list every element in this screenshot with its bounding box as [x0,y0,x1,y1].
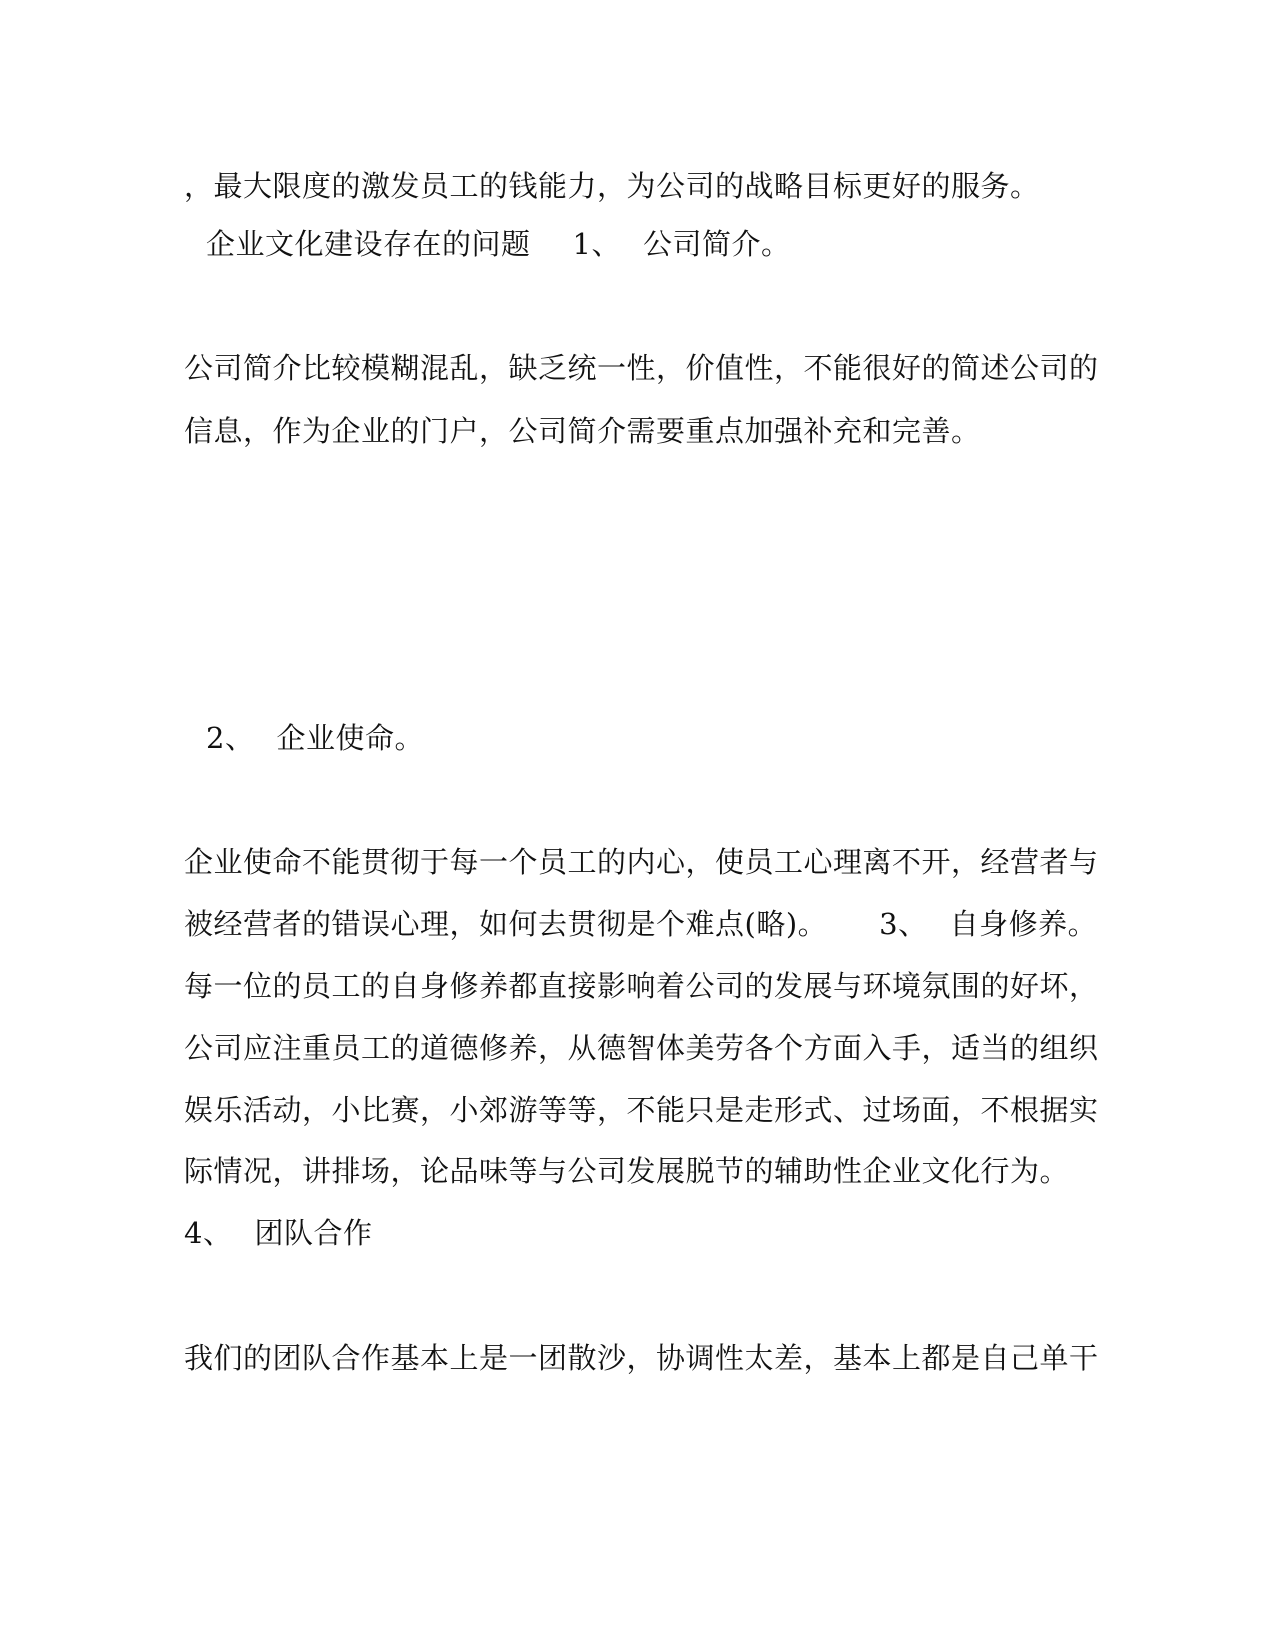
paragraph-text: 公司应注重员工的道德修养，从德智体美劳各个方面入手，适当的组织 [184,1031,1099,1065]
text-line-7 [184,906,1097,942]
text-line-8 [184,968,1099,1004]
list-item-title: 公司简介。 [642,227,791,261]
paragraph-text: 每一位的员工的自身修养都直接影响着公司的发展与环境氛围的好坏， [184,969,1099,1003]
text-line-6 [184,844,1099,880]
text-line-11 [184,1153,1069,1189]
paragraph-text: 企业使命不能贯彻于每一个员工的内心，使员工心理离不开，经营者与 [184,845,1099,879]
text-line-13 [184,1340,1099,1376]
list-item-title: 企业使命。 [276,721,424,755]
paragraph-text: 信息，作为企业的门户，公司简介需要重点加强补充和完善。 [184,414,981,448]
paragraph-text: 公司简介比较模糊混乱，缺乏统一性，价值性，不能很好的简述公司的 [184,351,1099,385]
text-line-10 [184,1092,1099,1128]
text-line-1 [184,168,1040,204]
paragraph-text: 际情况，讲排场，论品味等与公司发展脱节的辅助性企业文化行为。 [184,1154,1070,1188]
list-item-title: 自身修养。 [949,907,1098,941]
paragraph-text: 被经营者的错误心理，如何去贯彻是个难点(略)。 [184,907,828,941]
paragraph-text: 我们的团队合作基本上是一团散沙，协调性太差，基本上都是自己单干 [184,1341,1099,1375]
paragraph-text: ，最大限度的激发员工的钱能力，为公司的战略目标更好的服务。 [184,169,1040,203]
list-item-title: 团队合作 [254,1216,373,1250]
list-number: 3、 [879,907,928,941]
list-number: 2、 [206,721,255,755]
paragraph-text: 娱乐活动，小比赛，小郊游等等，不能只是走形式、过场面，不根据实 [184,1093,1099,1127]
text-line-5 [206,720,424,756]
text-line-9 [184,1030,1099,1066]
section-heading: 企业文化建设存在的问题 [206,227,531,261]
text-line-4 [184,413,981,449]
text-line-12 [184,1215,372,1251]
text-line-3 [184,350,1099,386]
text-line-2 [206,226,790,262]
list-number: 1、 [572,227,621,261]
list-number: 4、 [184,1216,233,1250]
